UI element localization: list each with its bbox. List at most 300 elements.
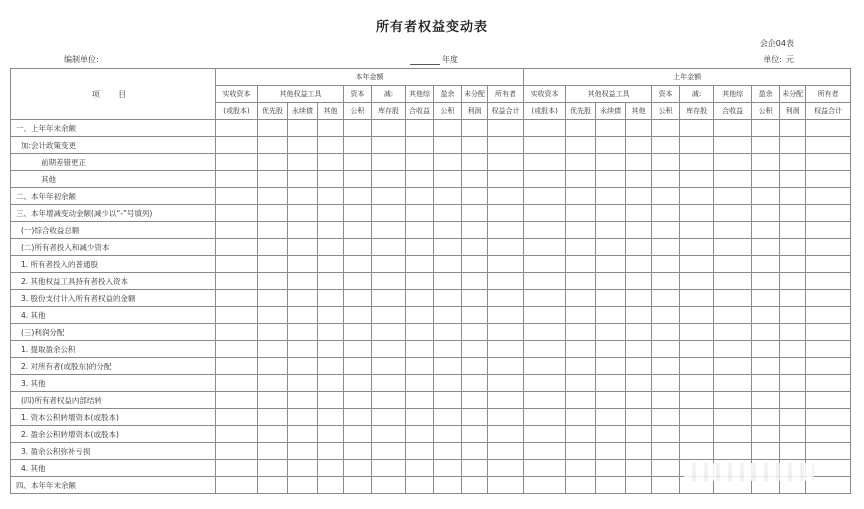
amount-cell[interactable] xyxy=(524,222,566,239)
amount-cell[interactable] xyxy=(462,154,488,171)
amount-cell[interactable] xyxy=(626,222,652,239)
amount-cell[interactable] xyxy=(806,324,851,341)
amount-cell[interactable] xyxy=(344,443,372,460)
amount-cell[interactable] xyxy=(344,375,372,392)
amount-cell[interactable] xyxy=(680,273,714,290)
amount-cell[interactable] xyxy=(566,188,596,205)
amount-cell[interactable] xyxy=(806,392,851,409)
amount-cell[interactable] xyxy=(434,392,462,409)
amount-cell[interactable] xyxy=(462,239,488,256)
amount-cell[interactable] xyxy=(780,290,806,307)
amount-cell[interactable] xyxy=(752,273,780,290)
amount-cell[interactable] xyxy=(344,205,372,222)
amount-cell[interactable] xyxy=(806,256,851,273)
amount-cell[interactable] xyxy=(434,443,462,460)
amount-cell[interactable] xyxy=(596,154,626,171)
amount-cell[interactable] xyxy=(714,273,752,290)
amount-cell[interactable] xyxy=(258,154,288,171)
amount-cell[interactable] xyxy=(780,239,806,256)
amount-cell[interactable] xyxy=(566,137,596,154)
amount-cell[interactable] xyxy=(434,137,462,154)
amount-cell[interactable] xyxy=(406,222,434,239)
amount-cell[interactable] xyxy=(288,171,318,188)
amount-cell[interactable] xyxy=(626,154,652,171)
amount-cell[interactable] xyxy=(680,290,714,307)
amount-cell[interactable] xyxy=(806,154,851,171)
amount-cell[interactable] xyxy=(318,188,344,205)
amount-cell[interactable] xyxy=(566,409,596,426)
amount-cell[interactable] xyxy=(596,222,626,239)
amount-cell[interactable] xyxy=(752,256,780,273)
amount-cell[interactable] xyxy=(752,426,780,443)
amount-cell[interactable] xyxy=(524,324,566,341)
amount-cell[interactable] xyxy=(752,222,780,239)
amount-cell[interactable] xyxy=(258,375,288,392)
amount-cell[interactable] xyxy=(566,120,596,137)
amount-cell[interactable] xyxy=(462,324,488,341)
amount-cell[interactable] xyxy=(806,341,851,358)
amount-cell[interactable] xyxy=(372,375,406,392)
amount-cell[interactable] xyxy=(524,426,566,443)
amount-cell[interactable] xyxy=(596,375,626,392)
amount-cell[interactable] xyxy=(780,273,806,290)
amount-cell[interactable] xyxy=(680,222,714,239)
amount-cell[interactable] xyxy=(780,205,806,222)
amount-cell[interactable] xyxy=(488,205,524,222)
amount-cell[interactable] xyxy=(780,341,806,358)
amount-cell[interactable] xyxy=(806,188,851,205)
amount-cell[interactable] xyxy=(806,171,851,188)
amount-cell[interactable] xyxy=(434,307,462,324)
amount-cell[interactable] xyxy=(406,341,434,358)
amount-cell[interactable] xyxy=(566,256,596,273)
amount-cell[interactable] xyxy=(752,358,780,375)
amount-cell[interactable] xyxy=(524,273,566,290)
amount-cell[interactable] xyxy=(462,171,488,188)
amount-cell[interactable] xyxy=(406,188,434,205)
amount-cell[interactable] xyxy=(488,307,524,324)
amount-cell[interactable] xyxy=(780,154,806,171)
amount-cell[interactable] xyxy=(258,290,288,307)
amount-cell[interactable] xyxy=(434,171,462,188)
amount-cell[interactable] xyxy=(806,409,851,426)
amount-cell[interactable] xyxy=(434,358,462,375)
amount-cell[interactable] xyxy=(344,426,372,443)
amount-cell[interactable] xyxy=(714,409,752,426)
amount-cell[interactable] xyxy=(752,120,780,137)
amount-cell[interactable] xyxy=(566,392,596,409)
amount-cell[interactable] xyxy=(344,341,372,358)
amount-cell[interactable] xyxy=(626,290,652,307)
amount-cell[interactable] xyxy=(372,341,406,358)
amount-cell[interactable] xyxy=(652,324,680,341)
amount-cell[interactable] xyxy=(566,477,596,494)
amount-cell[interactable] xyxy=(406,409,434,426)
amount-cell[interactable] xyxy=(318,205,344,222)
amount-cell[interactable] xyxy=(318,222,344,239)
amount-cell[interactable] xyxy=(566,358,596,375)
amount-cell[interactable] xyxy=(216,358,258,375)
amount-cell[interactable] xyxy=(434,460,462,477)
amount-cell[interactable] xyxy=(488,409,524,426)
amount-cell[interactable] xyxy=(288,120,318,137)
amount-cell[interactable] xyxy=(344,137,372,154)
amount-cell[interactable] xyxy=(406,120,434,137)
amount-cell[interactable] xyxy=(216,222,258,239)
amount-cell[interactable] xyxy=(434,154,462,171)
amount-cell[interactable] xyxy=(434,290,462,307)
amount-cell[interactable] xyxy=(344,392,372,409)
amount-cell[interactable] xyxy=(566,324,596,341)
amount-cell[interactable] xyxy=(216,256,258,273)
amount-cell[interactable] xyxy=(652,171,680,188)
amount-cell[interactable] xyxy=(652,460,680,477)
amount-cell[interactable] xyxy=(806,120,851,137)
amount-cell[interactable] xyxy=(216,307,258,324)
amount-cell[interactable] xyxy=(288,324,318,341)
amount-cell[interactable] xyxy=(596,477,626,494)
amount-cell[interactable] xyxy=(596,171,626,188)
amount-cell[interactable] xyxy=(434,239,462,256)
amount-cell[interactable] xyxy=(406,154,434,171)
amount-cell[interactable] xyxy=(462,358,488,375)
amount-cell[interactable] xyxy=(258,273,288,290)
amount-cell[interactable] xyxy=(780,392,806,409)
amount-cell[interactable] xyxy=(680,443,714,460)
amount-cell[interactable] xyxy=(258,443,288,460)
amount-cell[interactable] xyxy=(216,239,258,256)
amount-cell[interactable] xyxy=(626,120,652,137)
amount-cell[interactable] xyxy=(806,443,851,460)
amount-cell[interactable] xyxy=(652,256,680,273)
amount-cell[interactable] xyxy=(462,120,488,137)
amount-cell[interactable] xyxy=(680,324,714,341)
amount-cell[interactable] xyxy=(216,426,258,443)
amount-cell[interactable] xyxy=(652,341,680,358)
amount-cell[interactable] xyxy=(524,171,566,188)
amount-cell[interactable] xyxy=(806,375,851,392)
amount-cell[interactable] xyxy=(566,307,596,324)
amount-cell[interactable] xyxy=(596,205,626,222)
amount-cell[interactable] xyxy=(372,188,406,205)
amount-cell[interactable] xyxy=(566,375,596,392)
amount-cell[interactable] xyxy=(288,409,318,426)
amount-cell[interactable] xyxy=(488,137,524,154)
amount-cell[interactable] xyxy=(524,290,566,307)
amount-cell[interactable] xyxy=(258,460,288,477)
amount-cell[interactable] xyxy=(434,477,462,494)
amount-cell[interactable] xyxy=(596,460,626,477)
amount-cell[interactable] xyxy=(372,222,406,239)
amount-cell[interactable] xyxy=(524,137,566,154)
amount-cell[interactable] xyxy=(680,341,714,358)
amount-cell[interactable] xyxy=(714,137,752,154)
amount-cell[interactable] xyxy=(680,154,714,171)
amount-cell[interactable] xyxy=(488,460,524,477)
amount-cell[interactable] xyxy=(258,120,288,137)
amount-cell[interactable] xyxy=(524,307,566,324)
amount-cell[interactable] xyxy=(488,426,524,443)
amount-cell[interactable] xyxy=(318,120,344,137)
amount-cell[interactable] xyxy=(344,222,372,239)
amount-cell[interactable] xyxy=(806,290,851,307)
amount-cell[interactable] xyxy=(780,222,806,239)
amount-cell[interactable] xyxy=(596,239,626,256)
amount-cell[interactable] xyxy=(524,341,566,358)
amount-cell[interactable] xyxy=(780,171,806,188)
amount-cell[interactable] xyxy=(318,460,344,477)
amount-cell[interactable] xyxy=(626,341,652,358)
amount-cell[interactable] xyxy=(524,409,566,426)
amount-cell[interactable] xyxy=(258,239,288,256)
amount-cell[interactable] xyxy=(596,392,626,409)
amount-cell[interactable] xyxy=(288,307,318,324)
amount-cell[interactable] xyxy=(780,307,806,324)
amount-cell[interactable] xyxy=(406,426,434,443)
amount-cell[interactable] xyxy=(652,120,680,137)
amount-cell[interactable] xyxy=(626,239,652,256)
amount-cell[interactable] xyxy=(406,256,434,273)
amount-cell[interactable] xyxy=(566,341,596,358)
amount-cell[interactable] xyxy=(434,256,462,273)
amount-cell[interactable] xyxy=(372,290,406,307)
amount-cell[interactable] xyxy=(462,137,488,154)
amount-cell[interactable] xyxy=(434,205,462,222)
amount-cell[interactable] xyxy=(780,426,806,443)
amount-cell[interactable] xyxy=(288,341,318,358)
amount-cell[interactable] xyxy=(626,307,652,324)
amount-cell[interactable] xyxy=(462,409,488,426)
amount-cell[interactable] xyxy=(714,426,752,443)
amount-cell[interactable] xyxy=(626,443,652,460)
amount-cell[interactable] xyxy=(488,188,524,205)
amount-cell[interactable] xyxy=(652,477,680,494)
amount-cell[interactable] xyxy=(462,375,488,392)
amount-cell[interactable] xyxy=(288,273,318,290)
amount-cell[interactable] xyxy=(488,290,524,307)
amount-cell[interactable] xyxy=(488,154,524,171)
amount-cell[interactable] xyxy=(714,205,752,222)
amount-cell[interactable] xyxy=(680,137,714,154)
amount-cell[interactable] xyxy=(714,443,752,460)
amount-cell[interactable] xyxy=(344,188,372,205)
amount-cell[interactable] xyxy=(216,290,258,307)
amount-cell[interactable] xyxy=(462,460,488,477)
amount-cell[interactable] xyxy=(714,256,752,273)
amount-cell[interactable] xyxy=(652,273,680,290)
amount-cell[interactable] xyxy=(752,290,780,307)
amount-cell[interactable] xyxy=(566,222,596,239)
amount-cell[interactable] xyxy=(372,205,406,222)
amount-cell[interactable] xyxy=(596,120,626,137)
amount-cell[interactable] xyxy=(626,205,652,222)
amount-cell[interactable] xyxy=(626,171,652,188)
amount-cell[interactable] xyxy=(318,171,344,188)
amount-cell[interactable] xyxy=(406,137,434,154)
amount-cell[interactable] xyxy=(406,171,434,188)
amount-cell[interactable] xyxy=(462,426,488,443)
amount-cell[interactable] xyxy=(524,188,566,205)
amount-cell[interactable] xyxy=(258,358,288,375)
amount-cell[interactable] xyxy=(780,443,806,460)
amount-cell[interactable] xyxy=(714,392,752,409)
amount-cell[interactable] xyxy=(462,477,488,494)
amount-cell[interactable] xyxy=(318,358,344,375)
amount-cell[interactable] xyxy=(566,171,596,188)
amount-cell[interactable] xyxy=(406,307,434,324)
amount-cell[interactable] xyxy=(626,460,652,477)
amount-cell[interactable] xyxy=(462,443,488,460)
amount-cell[interactable] xyxy=(344,460,372,477)
amount-cell[interactable] xyxy=(752,154,780,171)
amount-cell[interactable] xyxy=(652,290,680,307)
amount-cell[interactable] xyxy=(652,188,680,205)
amount-cell[interactable] xyxy=(288,477,318,494)
amount-cell[interactable] xyxy=(318,426,344,443)
amount-cell[interactable] xyxy=(288,222,318,239)
amount-cell[interactable] xyxy=(652,154,680,171)
amount-cell[interactable] xyxy=(652,205,680,222)
amount-cell[interactable] xyxy=(596,273,626,290)
amount-cell[interactable] xyxy=(714,239,752,256)
amount-cell[interactable] xyxy=(216,273,258,290)
amount-cell[interactable] xyxy=(434,188,462,205)
amount-cell[interactable] xyxy=(596,256,626,273)
amount-cell[interactable] xyxy=(680,171,714,188)
amount-cell[interactable] xyxy=(258,188,288,205)
amount-cell[interactable] xyxy=(566,239,596,256)
amount-cell[interactable] xyxy=(626,256,652,273)
amount-cell[interactable] xyxy=(406,443,434,460)
amount-cell[interactable] xyxy=(780,120,806,137)
amount-cell[interactable] xyxy=(714,171,752,188)
amount-cell[interactable] xyxy=(596,290,626,307)
amount-cell[interactable] xyxy=(524,392,566,409)
amount-cell[interactable] xyxy=(680,205,714,222)
amount-cell[interactable] xyxy=(372,358,406,375)
amount-cell[interactable] xyxy=(216,477,258,494)
amount-cell[interactable] xyxy=(216,205,258,222)
amount-cell[interactable] xyxy=(680,307,714,324)
amount-cell[interactable] xyxy=(488,324,524,341)
amount-cell[interactable] xyxy=(488,443,524,460)
amount-cell[interactable] xyxy=(216,188,258,205)
amount-cell[interactable] xyxy=(318,324,344,341)
amount-cell[interactable] xyxy=(752,324,780,341)
amount-cell[interactable] xyxy=(596,443,626,460)
amount-cell[interactable] xyxy=(372,443,406,460)
amount-cell[interactable] xyxy=(216,443,258,460)
amount-cell[interactable] xyxy=(318,375,344,392)
amount-cell[interactable] xyxy=(652,375,680,392)
amount-cell[interactable] xyxy=(626,188,652,205)
amount-cell[interactable] xyxy=(344,290,372,307)
amount-cell[interactable] xyxy=(524,443,566,460)
amount-cell[interactable] xyxy=(406,392,434,409)
amount-cell[interactable] xyxy=(752,392,780,409)
amount-cell[interactable] xyxy=(780,375,806,392)
amount-cell[interactable] xyxy=(344,409,372,426)
amount-cell[interactable] xyxy=(372,307,406,324)
amount-cell[interactable] xyxy=(406,460,434,477)
amount-cell[interactable] xyxy=(680,409,714,426)
amount-cell[interactable] xyxy=(680,358,714,375)
amount-cell[interactable] xyxy=(462,222,488,239)
amount-cell[interactable] xyxy=(406,375,434,392)
amount-cell[interactable] xyxy=(318,256,344,273)
amount-cell[interactable] xyxy=(488,273,524,290)
amount-cell[interactable] xyxy=(288,205,318,222)
amount-cell[interactable] xyxy=(216,324,258,341)
amount-cell[interactable] xyxy=(462,290,488,307)
amount-cell[interactable] xyxy=(434,120,462,137)
amount-cell[interactable] xyxy=(752,307,780,324)
amount-cell[interactable] xyxy=(344,324,372,341)
amount-cell[interactable] xyxy=(780,358,806,375)
amount-cell[interactable] xyxy=(372,426,406,443)
amount-cell[interactable] xyxy=(652,443,680,460)
amount-cell[interactable] xyxy=(318,154,344,171)
amount-cell[interactable] xyxy=(780,409,806,426)
amount-cell[interactable] xyxy=(752,239,780,256)
amount-cell[interactable] xyxy=(596,324,626,341)
amount-cell[interactable] xyxy=(652,307,680,324)
amount-cell[interactable] xyxy=(596,137,626,154)
amount-cell[interactable] xyxy=(344,154,372,171)
amount-cell[interactable] xyxy=(596,341,626,358)
amount-cell[interactable] xyxy=(344,120,372,137)
amount-cell[interactable] xyxy=(258,222,288,239)
amount-cell[interactable] xyxy=(626,426,652,443)
amount-cell[interactable] xyxy=(488,477,524,494)
amount-cell[interactable] xyxy=(566,154,596,171)
amount-cell[interactable] xyxy=(680,120,714,137)
amount-cell[interactable] xyxy=(344,273,372,290)
amount-cell[interactable] xyxy=(488,341,524,358)
amount-cell[interactable] xyxy=(714,154,752,171)
amount-cell[interactable] xyxy=(288,239,318,256)
amount-cell[interactable] xyxy=(596,307,626,324)
amount-cell[interactable] xyxy=(318,443,344,460)
amount-cell[interactable] xyxy=(566,205,596,222)
amount-cell[interactable] xyxy=(288,426,318,443)
amount-cell[interactable] xyxy=(566,460,596,477)
amount-cell[interactable] xyxy=(318,273,344,290)
amount-cell[interactable] xyxy=(752,137,780,154)
amount-cell[interactable] xyxy=(680,239,714,256)
amount-cell[interactable] xyxy=(372,256,406,273)
amount-cell[interactable] xyxy=(752,341,780,358)
amount-cell[interactable] xyxy=(406,477,434,494)
amount-cell[interactable] xyxy=(372,477,406,494)
amount-cell[interactable] xyxy=(596,188,626,205)
amount-cell[interactable] xyxy=(216,409,258,426)
amount-cell[interactable] xyxy=(406,358,434,375)
amount-cell[interactable] xyxy=(372,273,406,290)
amount-cell[interactable] xyxy=(714,324,752,341)
amount-cell[interactable] xyxy=(488,358,524,375)
amount-cell[interactable] xyxy=(434,273,462,290)
amount-cell[interactable] xyxy=(258,477,288,494)
amount-cell[interactable] xyxy=(806,239,851,256)
amount-cell[interactable] xyxy=(462,188,488,205)
amount-cell[interactable] xyxy=(344,477,372,494)
amount-cell[interactable] xyxy=(524,460,566,477)
amount-cell[interactable] xyxy=(680,392,714,409)
amount-cell[interactable] xyxy=(462,307,488,324)
amount-cell[interactable] xyxy=(806,205,851,222)
amount-cell[interactable] xyxy=(216,171,258,188)
